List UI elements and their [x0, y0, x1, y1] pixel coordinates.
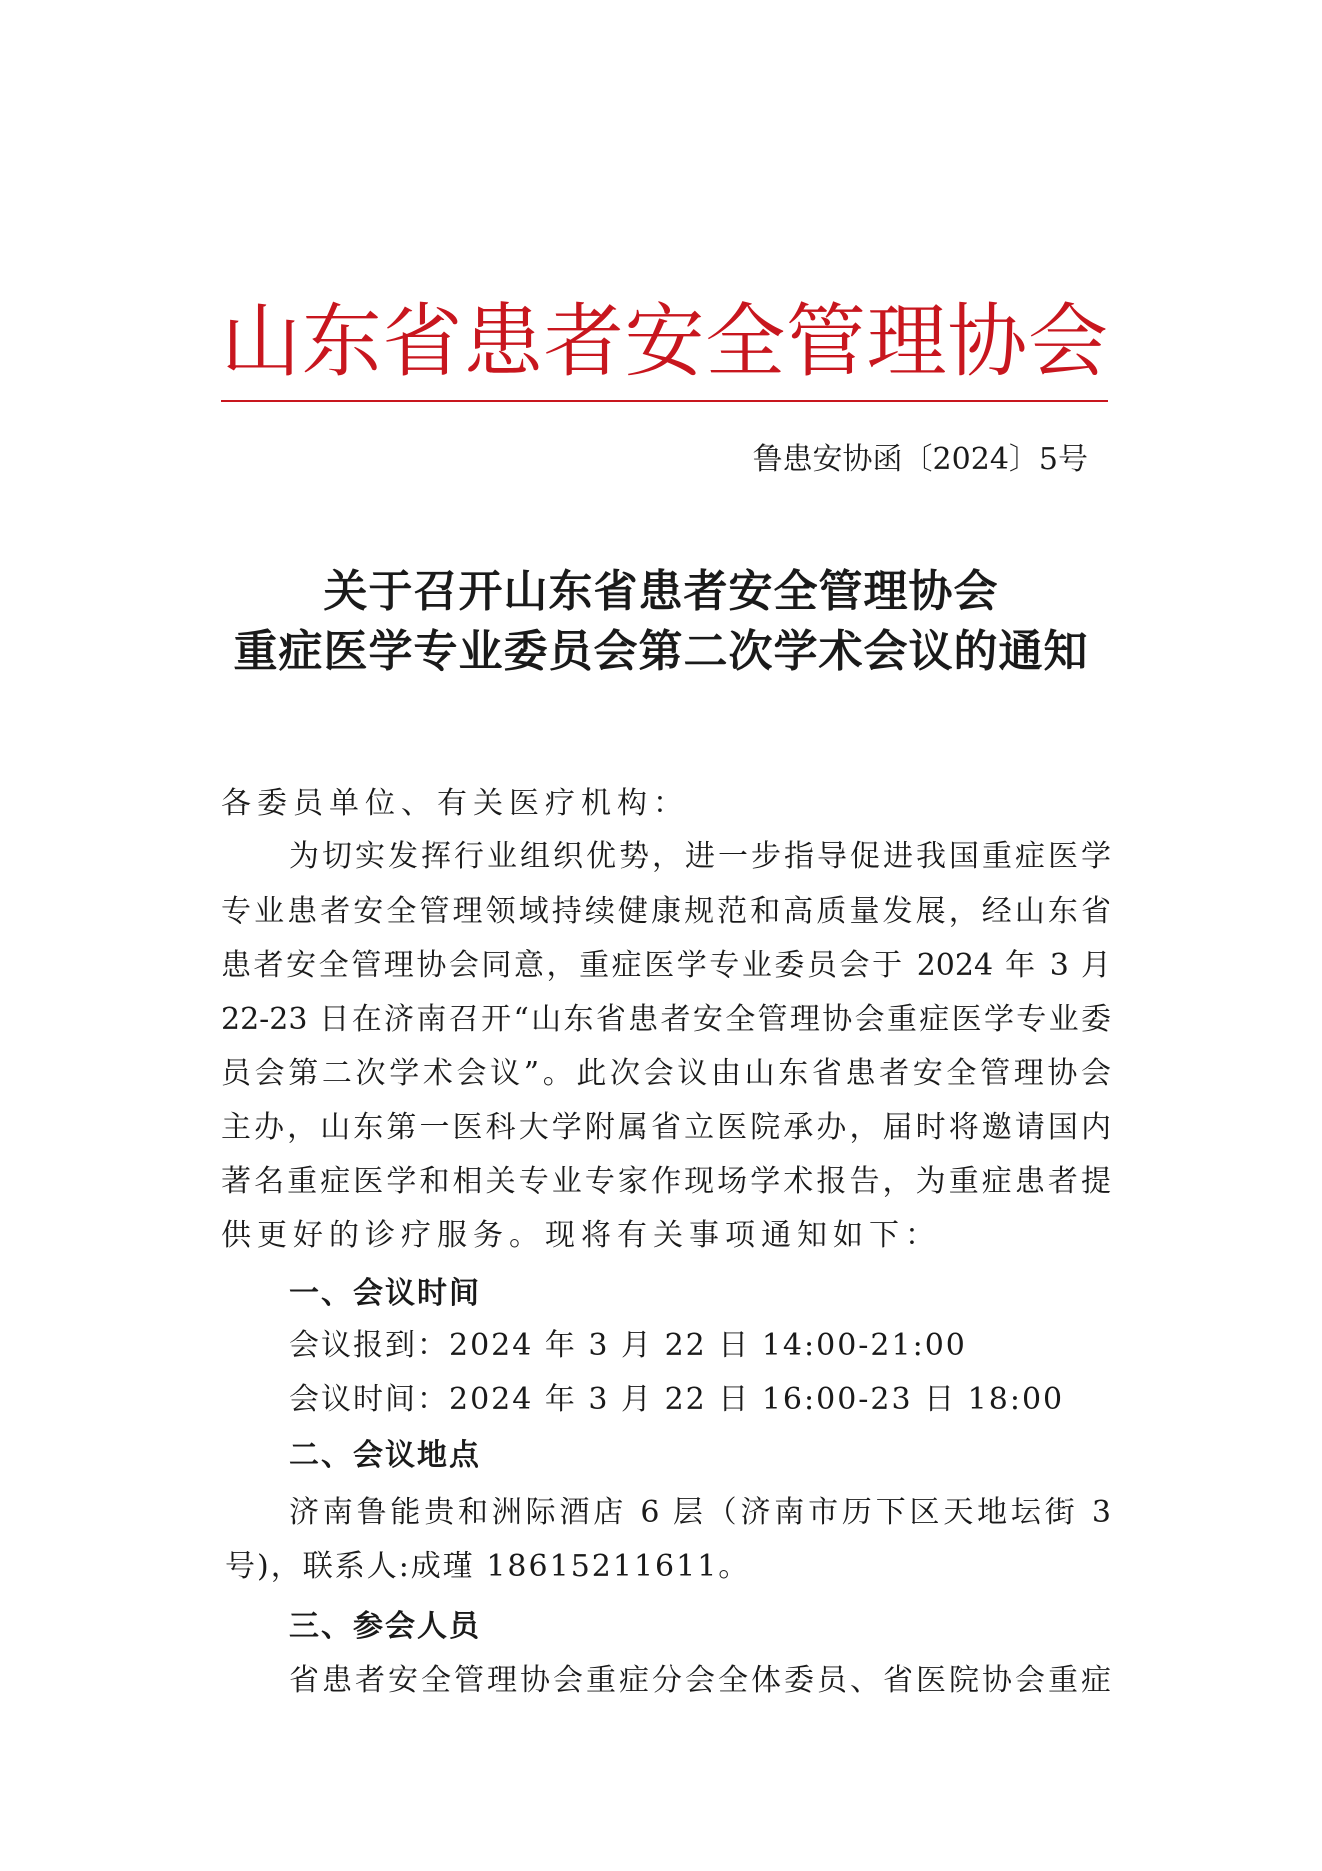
paragraph-line: 22-23 日在济南召开“山东省患者安全管理协会重症医学专业委 — [221, 1002, 1111, 1037]
paragraph-line: 为切实发挥行业组织优势，进一步指导促进我国重症医学 — [289, 839, 1111, 874]
meeting-time: 会议时间：2024 年 3 月 22 日 16:00-23 日 18:00 — [289, 1382, 1065, 1417]
notice-title-line-1: 关于召开山东省患者安全管理协会 — [323, 566, 999, 617]
section-heading-location: 二、会议地点 — [289, 1438, 481, 1473]
registration-time: 会议报到：2024 年 3 月 22 日 14:00-21:00 — [289, 1328, 967, 1363]
letterhead-divider — [221, 400, 1108, 402]
paragraph-line: 供更好的诊疗服务。现将有关事项通知如下： — [221, 1218, 941, 1253]
organization-letterhead: 山东省患者安全管理协会 — [221, 295, 1108, 388]
paragraph-line: 主办，山东第一医科大学附属省立医院承办，届时将邀请国内 — [221, 1110, 1111, 1145]
section-heading-attendees: 三、参会人员 — [289, 1609, 481, 1644]
paragraph-line: 患者安全管理协会同意，重症医学专业委员会于 2024 年 3 月 — [221, 948, 1111, 983]
document-number: 鲁患安协函〔2024〕5号 — [752, 442, 1088, 477]
paragraph-line: 著名重症医学和相关专业专家作现场学术报告，为重症患者提 — [221, 1164, 1111, 1199]
paragraph-line: 员会第二次学术会议”。此次会议由山东省患者安全管理协会 — [221, 1056, 1111, 1091]
contact-line: 号)，联系人:成瑾 18615211611。 — [225, 1549, 751, 1584]
attendees-line: 省患者安全管理协会重症分会全体委员、省医院协会重症 — [289, 1663, 1111, 1698]
notice-title-line-2: 重症医学专业委员会第二次学术会议的通知 — [233, 626, 1089, 677]
section-heading-time: 一、会议时间 — [289, 1276, 481, 1311]
paragraph-line: 专业患者安全管理领域持续健康规范和高质量发展，经山东省 — [221, 894, 1111, 929]
location-line: 济南鲁能贵和洲际酒店 6 层（济南市历下区天地坛街 3 — [289, 1495, 1111, 1530]
salutation: 各委员单位、有关医疗机构： — [221, 786, 689, 821]
